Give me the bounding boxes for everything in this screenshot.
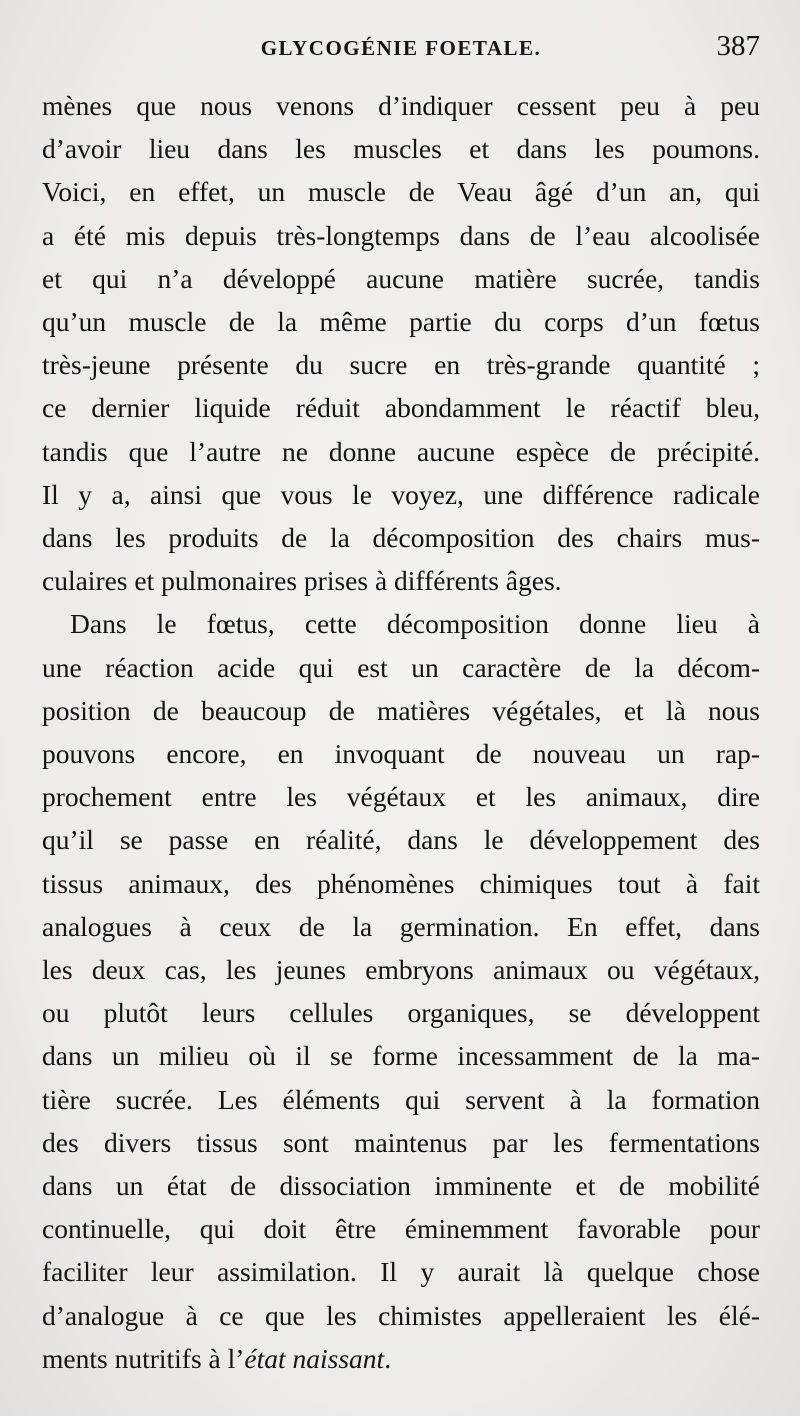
text-line: dans un état de dissociation imminente et de mobilité <box>42 1170 760 1202</box>
text-line: tandis que l’autre ne donne aucune espèce de précipité. <box>42 435 760 467</box>
text-line: et qui n’a développé aucune matière sucrée, tandis <box>42 262 760 294</box>
text-line: ou plutôt leurs cellules organiques, se développent <box>42 997 760 1029</box>
text-line: une réaction acide qui est un caractère de la décom- <box>42 651 760 683</box>
text-line: continuelle, qui doit être éminemment favorable pour <box>42 1213 760 1245</box>
running-title: GLYCOGÉNIE FOETALE. <box>260 36 542 60</box>
paragraph-2 <box>42 602 760 1380</box>
text-line: des divers tissus sont maintenus par les fermentations <box>42 1126 760 1158</box>
final-line-suffix: . <box>384 1342 392 1374</box>
italic-phrase: état naissant <box>244 1342 385 1374</box>
text-line: Voici, en effet, un muscle de Veau âgé d’un an, qui <box>42 176 760 208</box>
text-line: culaires et pulmonaires prises à différents âges. <box>42 565 562 597</box>
page-number: 387 <box>716 30 760 62</box>
text-line: tière sucrée. Les éléments qui servent à la formation <box>42 1083 760 1115</box>
body-text <box>42 84 760 1380</box>
text-line: pouvons encore, en invoquant de nouveau un rap- <box>42 738 760 770</box>
text-line: tissus animaux, des phénomènes chimiques tout à fait <box>42 867 760 899</box>
text-line: très-jeune présente du sucre en très-grande quantité ; <box>42 349 760 381</box>
text-line: mènes que nous venons d’indiquer cessent peu à peu <box>42 90 760 121</box>
text-line: ce dernier liquide réduit abondamment le réactif bleu, <box>42 392 760 424</box>
text-line: d’avoir lieu dans les muscles et dans les poumons. <box>42 133 760 165</box>
text-line: analogues à ceux de la germination. En effet, dans <box>42 910 760 942</box>
final-line-prefix: ments nutritifs à l’ <box>42 1342 245 1374</box>
text-line: les deux cas, les jeunes embryons animaux ou végétaux, <box>42 954 760 986</box>
text-line: dans un milieu où il se forme incessamment de la ma- <box>42 1040 760 1072</box>
text-line: Dans le fœtus, cette décomposition donne lieu à <box>70 608 760 640</box>
text-line: position de beaucoup de matières végétales, et là nous <box>42 694 760 726</box>
text-line: Il y a, ainsi que vous le voyez, une différence radicale <box>42 478 760 510</box>
text-line: prochement entre les végétaux et les animaux, dire <box>42 781 760 813</box>
text-line: d’analogue à ce que les chimistes appelleraient les élé- <box>42 1299 760 1331</box>
text-line: a été mis depuis très-longtemps dans de l’eau alcoolisée <box>42 219 760 251</box>
text-line: qu’un muscle de la même partie du corps d’un fœtus <box>42 306 760 338</box>
page-header <box>42 30 760 70</box>
text-line: qu’il se passe en réalité, dans le développement des <box>42 824 760 856</box>
text-line: dans les produits de la décomposition des chairs mus- <box>42 522 760 554</box>
final-line <box>42 1337 760 1380</box>
paragraph-1 <box>42 84 760 602</box>
text-line: faciliter leur assimilation. Il y aurait là quelque chose <box>42 1256 760 1288</box>
